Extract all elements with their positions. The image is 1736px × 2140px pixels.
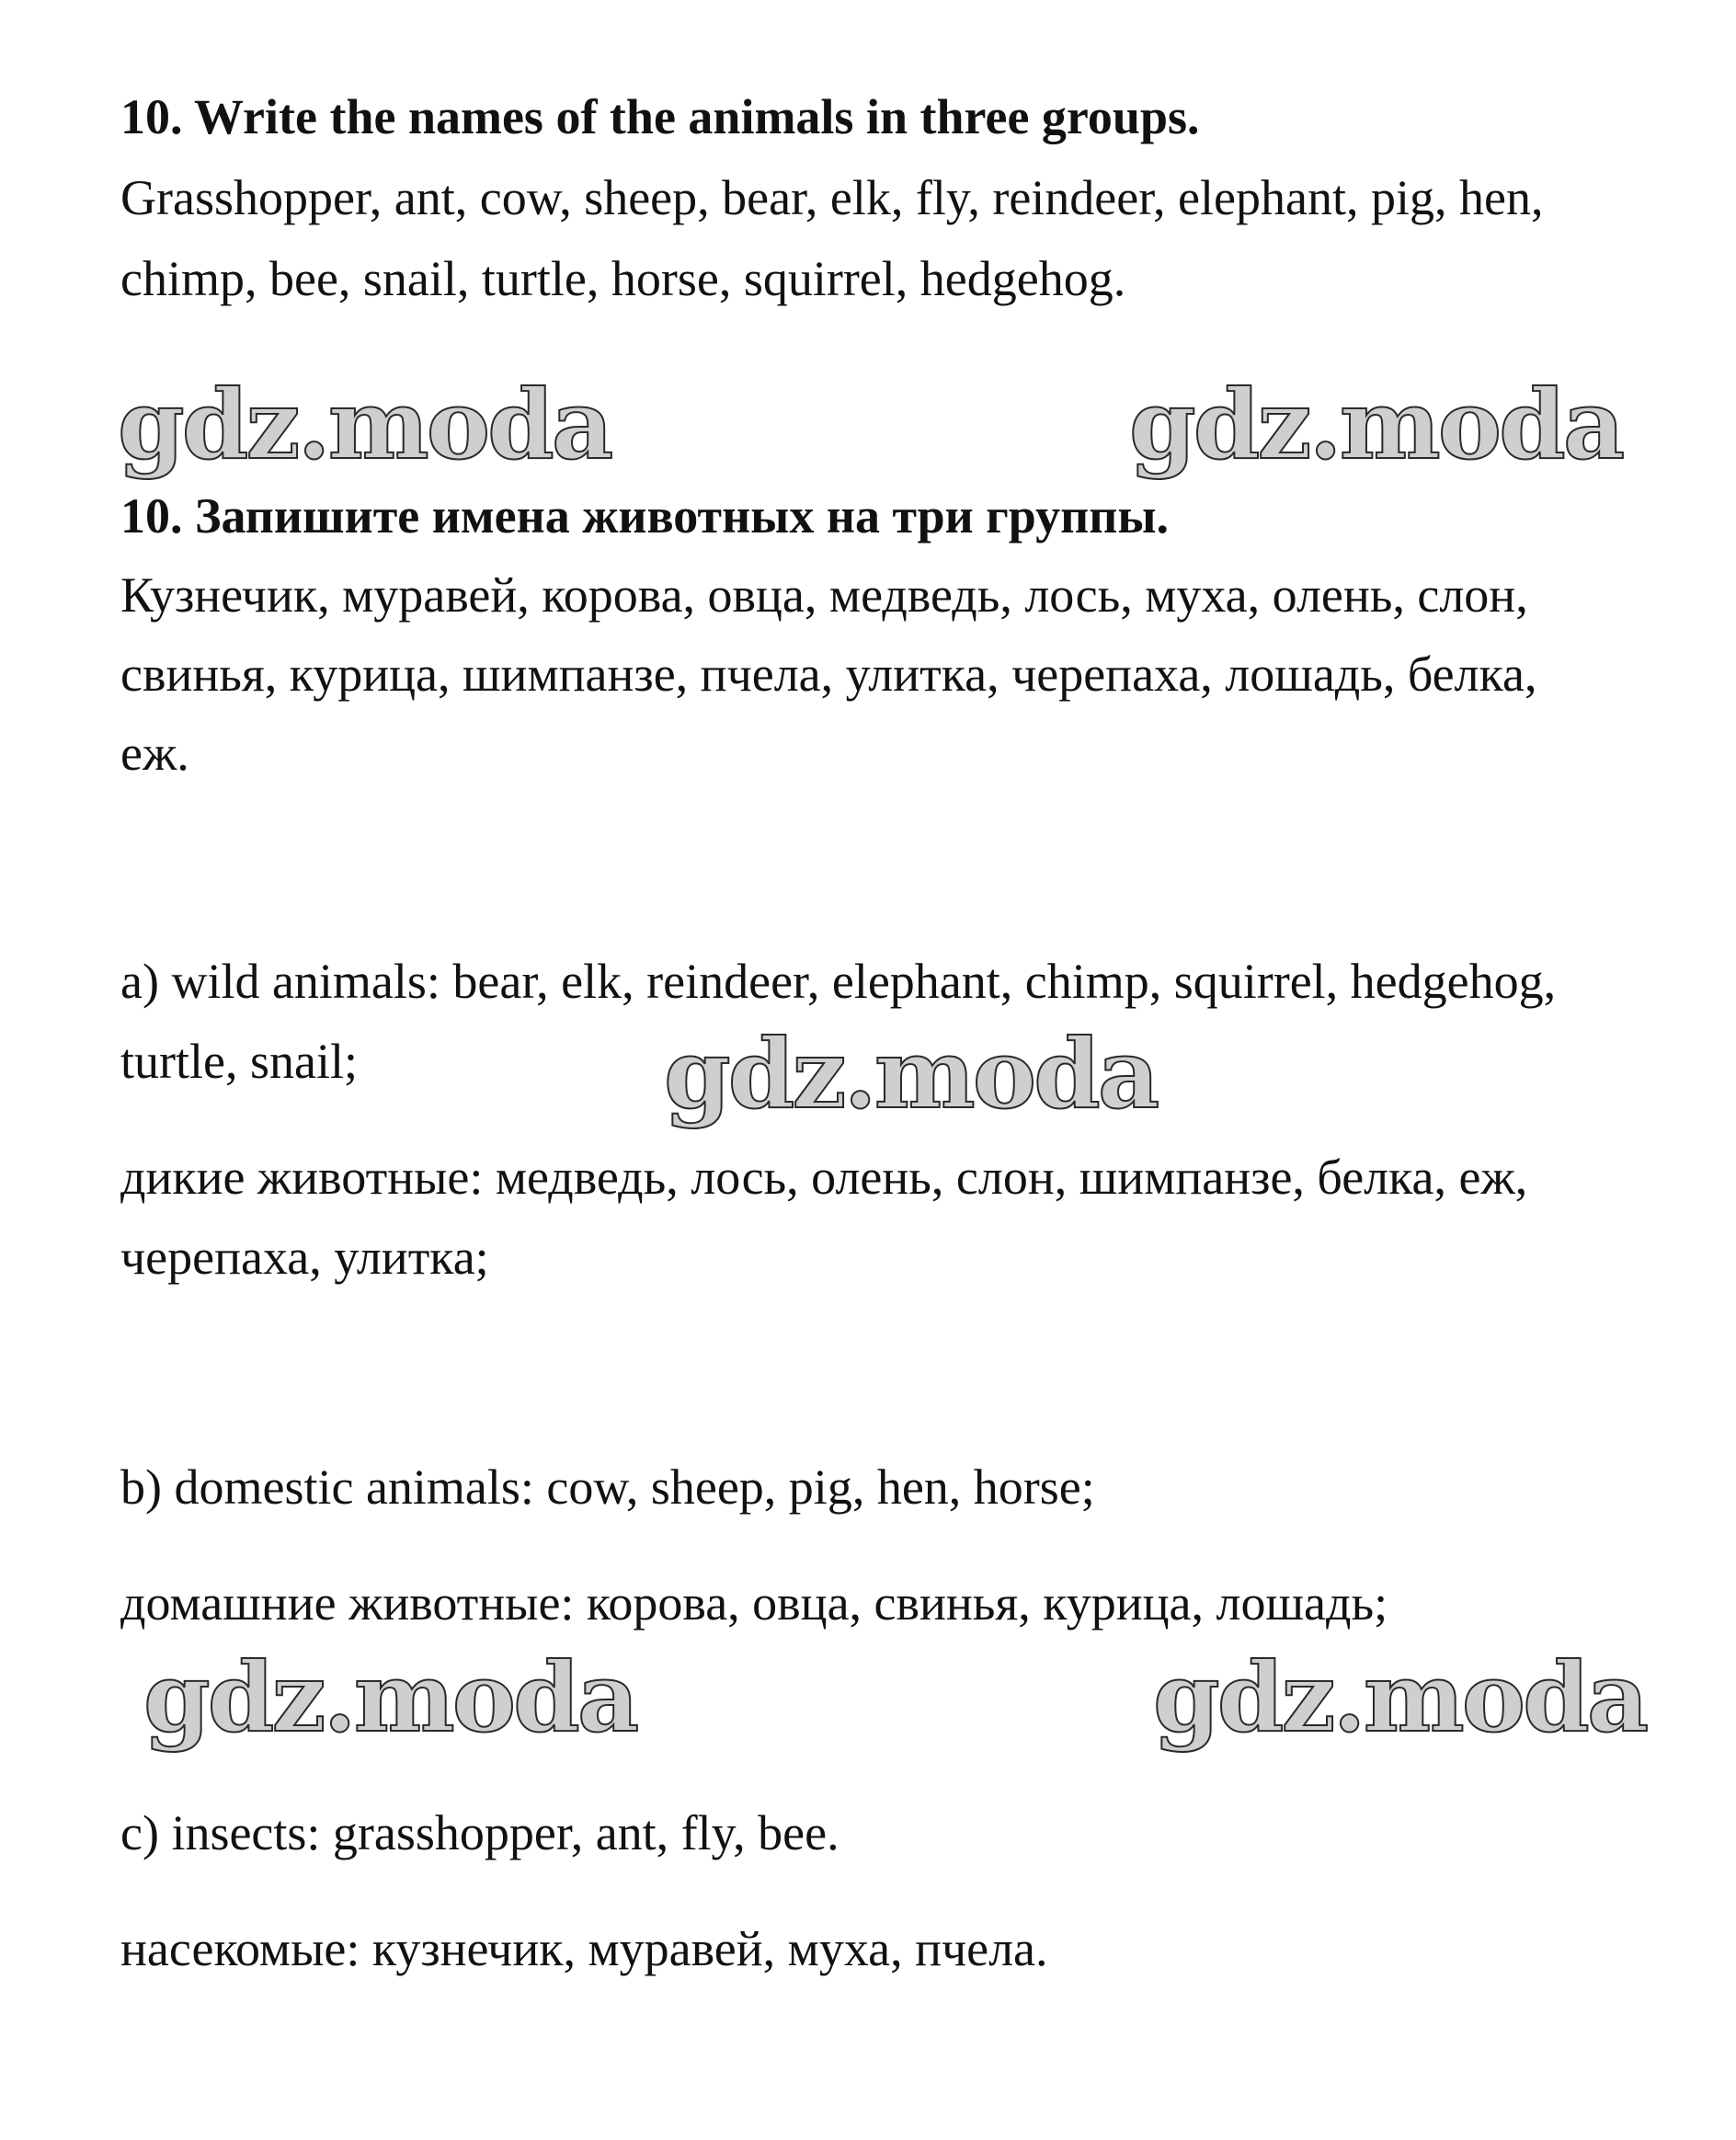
answer-a-ru-line1: дикие животные: медведь, лось, олень, слон, шимпанзе, белка, еж, — [120, 1150, 1528, 1205]
watermark-logo: gdz.moda — [143, 1641, 637, 1754]
answer-b-ru: домашние животные: корова, овца, свинья, курица, лошадь; — [120, 1575, 1388, 1631]
exercise-words-ru-line2: свинья, курица, шимпанзе, пчела, улитка, черепаха, лошадь, белка, — [120, 647, 1537, 702]
answer-a-ru-line2: черепаха, улитка; — [120, 1230, 489, 1285]
exercise-words-ru-line1: Кузнечик, муравей, корова, овца, медведь, лось, муха, олень, слон, — [120, 567, 1528, 623]
answer-c-ru: насекомые: кузнечик, муравей, муха, пчела. — [120, 1921, 1048, 1976]
exercise-words-ru-line3: еж. — [120, 726, 189, 781]
watermark-logo: gdz.moda — [1153, 1641, 1647, 1754]
answer-a-en-line1: a) wild animals: bear, elk, reindeer, elephant, chimp, squirrel, hedgehog, — [120, 954, 1557, 1009]
watermark-logo: gdz.moda — [1129, 368, 1623, 481]
answer-c-en: c) insects: grasshopper, ant, fly, bee. — [120, 1805, 839, 1860]
exercise-words-en-line1: Grasshopper, ant, cow, sheep, bear, elk, fly, reindeer, elephant, pig, hen, — [120, 170, 1544, 225]
watermark-logo: gdz.moda — [118, 368, 611, 481]
answer-b-en: b) domestic animals: cow, sheep, pig, hen, horse; — [120, 1459, 1095, 1515]
answer-a-en-line2: turtle, snail; — [120, 1034, 358, 1089]
watermark-logo: gdz.moda — [664, 1017, 1158, 1130]
exercise-title-en: 10. Write the names of the animals in three groups. — [120, 89, 1200, 144]
exercise-title-ru: 10. Запишите имена животных на три группы. — [120, 488, 1170, 544]
exercise-words-en-line2: chimp, bee, snail, turtle, horse, squirrel, hedgehog. — [120, 251, 1126, 306]
